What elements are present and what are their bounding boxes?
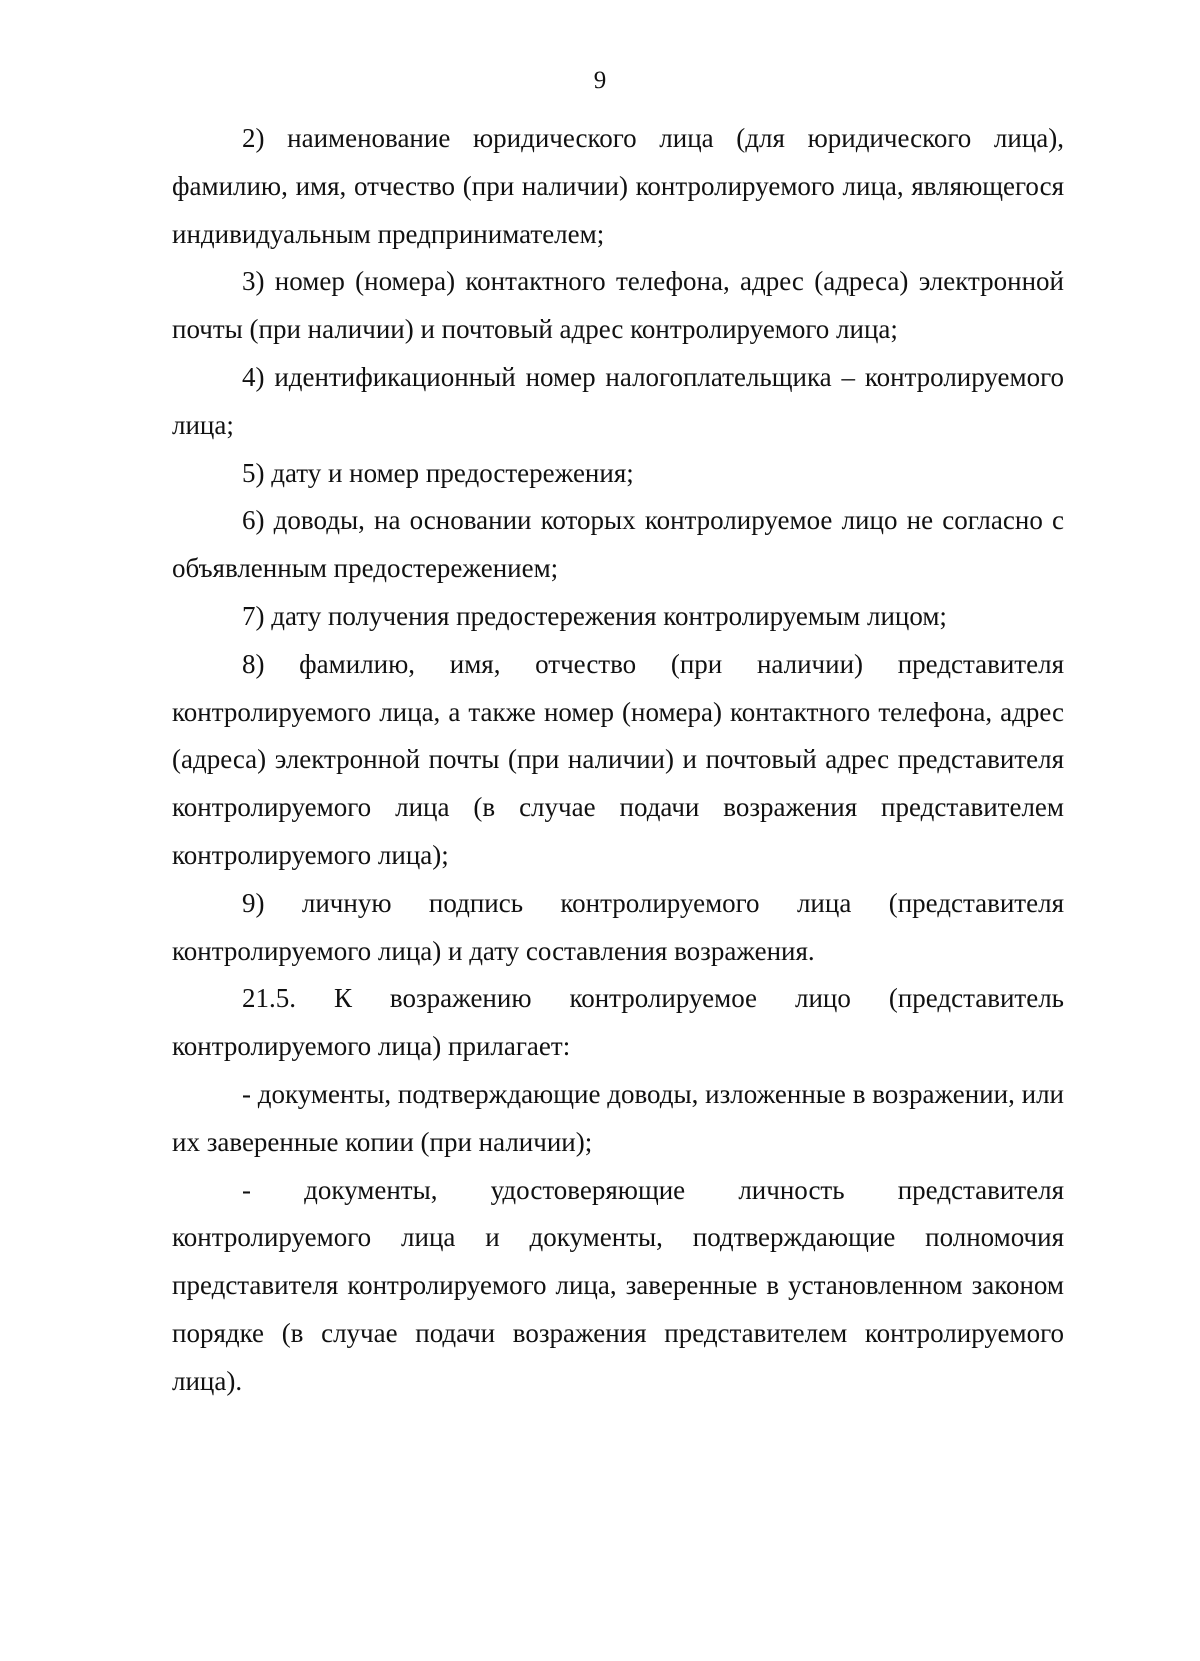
page-number: 9 — [593, 67, 607, 94]
list-item-3: 3) номер (номера) контактного телефона, адрес (адреса) электронной почты (при наличии) и почтовый адрес контролируемого лица; — [172, 266, 1064, 345]
section-21-5: 21.5. К возражению контролируемое лицо (представитель контролируемого лица) прилагает: — [172, 983, 1064, 1062]
list-item-9: 9) личную подпись контролируемого лица (представителя контролируемого лица) и дату составления возражения. — [172, 887, 1064, 966]
attachment-item-1: - документы, подтверждающие доводы, изложенные в возражении, или их заверенные копии (при наличии); — [172, 1078, 1064, 1157]
list-item-5: 5) дату и номер предостережения; — [242, 457, 634, 488]
attachment-item-2: - документы, удостоверяющие личность представителя контролируемого лица и документы, подтверждающие полномочия представителя контролируемого лица, заверенные в установленном законом порядке (в случае подачи возражения представителем контролируемого лица). — [172, 1174, 1064, 1396]
list-item-2: 2) наименование юридического лица (для юридического лица), фамилию, имя, отчество (при наличии) контролируемого лица, являющегося индивидуальным предпринимателем; — [172, 123, 1064, 249]
list-item-7: 7) дату получения предостережения контролируемым лицом; — [242, 600, 947, 631]
document-body — [172, 115, 1064, 1406]
list-item-4: 4) идентификационный номер налогоплательщика – контролируемого лица; — [172, 361, 1064, 440]
list-item-6: 6) доводы, на основании которых контролируемое лицо не согласно с объявленным предостережением; — [172, 505, 1064, 584]
list-item-8: 8) фамилию, имя, отчество (при наличии) представителя контролируемого лица, а также номер (номера) контактного телефона, адрес (адреса) электронной почты (при наличии) и почтовый адрес представителя контролируемого лица (в случае подачи возражения представителем контролируемого лица); — [172, 648, 1064, 870]
